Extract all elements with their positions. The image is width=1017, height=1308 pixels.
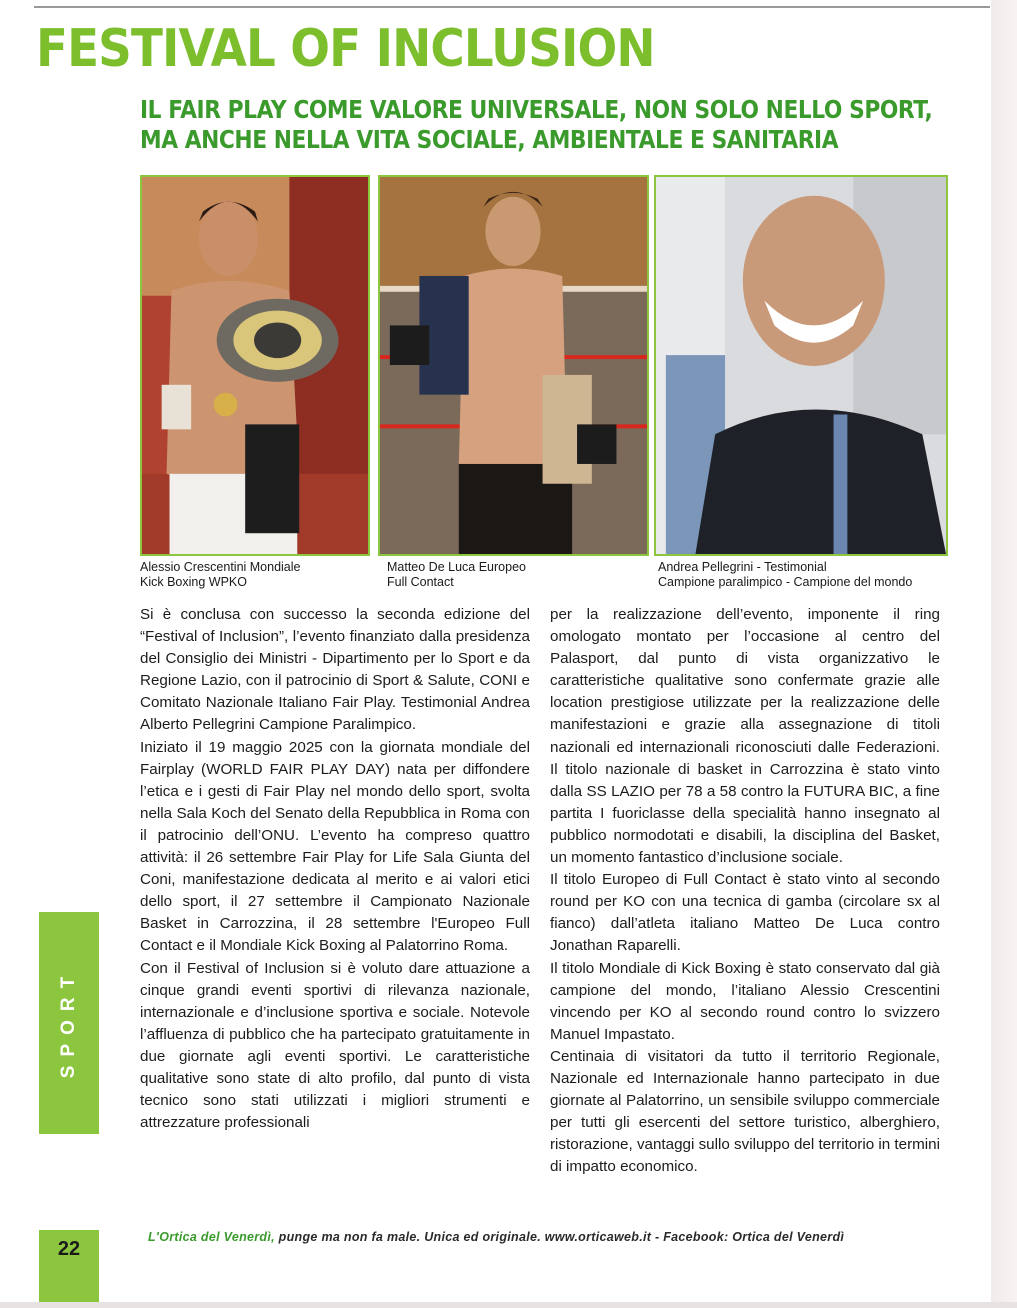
page-bottom-edge [0, 1302, 1017, 1308]
article-paragraph: Iniziato il 19 maggio 2025 con la giornata mondiale del Fairplay (WORLD FAIR PLAY DAY) nata per diffondere l’etica e i gesti di Fair Play nel mondo dello sport, svolta nella Sala Koch del Senato della Repubblica in Roma con il patrocinio dell’ONU. L’evento ha compreso quattro attività: il 26 settembre Fair Play for Life Sala Giunta del Coni, manifestazione dedicata al merito e ai valori etici dello sport, il 27 settembre il Campionato Nazionale Basket in Carrozzina, il 28 settembre l'Europeo Full Contact e il Mondiale Kick Boxing al Palatorrino Roma. [140, 738, 530, 955]
photo-matteo-de-luca [378, 175, 649, 556]
article-paragraph: Il titolo Mondiale di Kick Boxing è stato conservato dal già campione del mondo, l’italiano Alessio Crescentini vincendo per KO al secondo round contro lo svizzero Manuel Impastato. [550, 959, 940, 1043]
article-paragraph: Il titolo Europeo di Full Contact è stato vinto al secondo round per KO con una tecnica di gamba (circolare sx al fianco) dall’atleta italiano Matteo De Luca contro Jonathan Raparelli. [550, 871, 940, 955]
article-paragraph: Centinaia di visitatori da tutto il territorio Regionale, Nazionale ed Internazionale hanno partecipato in due giornate al Palatorrino, un sensibile sviluppo commerciale per tutti gli esercenti del settore turistico, alberghiero, ristorazione, vantaggi sullo sviluppo del territorio in termini di impatto economico. [550, 1047, 940, 1176]
footer-tagline [148, 1230, 844, 1244]
photo-caption-2: Matteo De Luca Europeo Full Contact [387, 560, 526, 589]
subtitle-line-2: MA ANCHE NELLA VITA SOCIALE, AMBIENTALE E SANITARIA [140, 125, 839, 154]
footer-brand: L'Ortica del Venerdì, [148, 1230, 275, 1244]
section-tab-sport [39, 912, 99, 1134]
page-edge-shadow [991, 0, 1017, 1308]
photo-caption-3: Andrea Pellegrini - Testimonial Campione paralimpico - Campione del mondo [658, 560, 913, 589]
article-subtitle [140, 95, 932, 155]
photo-alessio-crescentini [140, 175, 370, 556]
top-rule [34, 6, 990, 8]
footer-text: punge ma non fa male. Unica ed originale. www.orticaweb.it - Facebook: Ortica del Venerdì [274, 1230, 845, 1244]
article-column-left [140, 604, 530, 1134]
photo-andrea-pellegrini [654, 175, 948, 556]
page-number-box [39, 1230, 99, 1302]
page-number: 22 [57, 1238, 81, 1260]
photo-caption-1: Alessio Crescentini Mondiale Kick Boxing WPKO [140, 560, 301, 589]
article-paragraph: Si è conclusa con successo la seconda edizione del “Festival of Inclusion”, l’evento finanziato dalla presidenza del Consiglio dei Ministri - Dipartimento per lo Sport e da Regione Lazio, con il patrocinio di Sport & Salute, CONI e Comitato Nazionale Italiano Fair Play. Testimonial Andrea Alberto Pellegrini Campione Paralimpico. [140, 606, 530, 734]
article-title: FESTIVAL OF INCLUSION [36, 19, 655, 79]
subtitle-line-1: IL FAIR PLAY COME VALORE UNIVERSALE, NON SOLO NELLO SPORT, [140, 95, 933, 124]
article-paragraph: per la realizzazione dell’evento, imponente il ring omologato montato per l’occasione al centro del Palasport, dal punto di vista organizzativo le caratteristiche qualitative sono confermate grazie alle location prestigiose utilizzate per la realizzazione delle manifestazioni e grazie alla assegnazione di titoli nazionali ed internazionali riconosciuti dalle Federazioni. Il titolo nazionale di basket in Carrozzina è stato vinto dalla SS LAZIO per 78 a 58 contro la FUTURA BIC, a fine partita I fuoriclasse della specialità hanno insegnato al pubblico normodotati e disabili, la disciplina del Basket, un momento fantastico d’inclusione sociale. [550, 606, 940, 867]
article-paragraph: Con il Festival of Inclusion si è voluto dare attuazione a cinque grandi eventi sportivi di rilevanza nazionale, internazionale e d’inclusione sportiva e sociale. Notevole l’affluenza di pubblico che ha partecipato gratuitamente in due giornate agli eventi sportivi. Le caratteristiche qualitative sono state di alto profilo, dal punto di vista tecnico sono stati utilizzati i migliori strumenti e attrezzature professionali [140, 959, 530, 1132]
section-label: SPORT [58, 967, 79, 1079]
article-column-right [550, 604, 940, 1178]
